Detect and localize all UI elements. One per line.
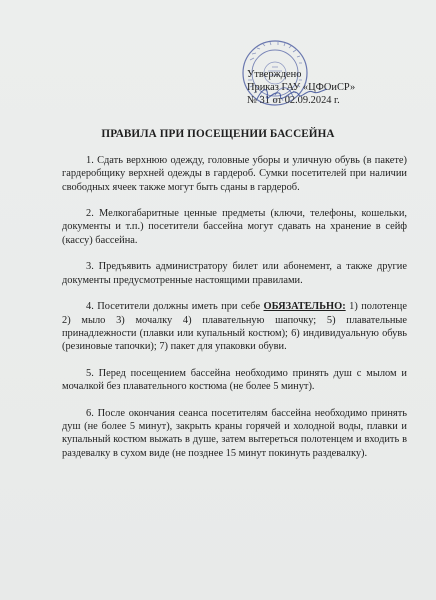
rule-text: Предъявить администратору билет или абонемент, а также другие документы предусмотренные настоящими правилами. (62, 261, 407, 286)
document-title: ПРАВИЛА ПРИ ПОСЕЩЕНИИ БАССЕЙНА (101, 128, 335, 140)
rule-items-list: 1) полотенце 2) мыло 3) мочалку 4) плавательную шапочку; 5) плавательные принадлежности (плавки или купальный костюм); 6) индивидуальную обувь (резиновые тапочки); 7) пакет для упаковки обуви. (62, 301, 407, 353)
rule-number: 6. (86, 407, 94, 419)
rule-item (62, 207, 407, 247)
approval-order: Приказ ГАУ «ЦФОиСР» (247, 82, 356, 94)
rule-number: 1. (86, 155, 94, 166)
rule-text: Перед посещением бассейна необходимо принять душ с мылом и мочалкой без плавательного костюма (не более 5 минут). (62, 367, 407, 393)
rule-number: 5. (86, 367, 94, 379)
rule-number: 3. (86, 261, 94, 273)
rules-list (62, 154, 407, 460)
rule-item (62, 367, 407, 394)
rule-item (62, 154, 407, 194)
rule-item (62, 407, 407, 460)
rule-number: 2. (86, 208, 94, 220)
rule-item (62, 300, 407, 353)
rule-text: Сдать верхнюю одежду, головные уборы и уличную обувь (в пакете) гардеробщику верхней одежды в гардероб. Сумки посетителей при наличии свободных ячеек также могут быть сданы в гардероб. (62, 155, 407, 193)
rule-number: 4. (86, 301, 94, 313)
required-emphasis: ОБЯЗАТЕЛЬНО: (263, 301, 346, 313)
handwritten-signature (255, 83, 335, 105)
rule-text: После окончания сеанса посетителям бассейна необходимо принять душ (не более 5 минут), закрыть краны горячей и холодной воды, плавки и купальный костюм выжать в душе, затем вытереться полотенцем и входить в раздевалку в сухом виде (не позднее 15 минут покинуть раздевалку). (62, 407, 407, 459)
rule-text: Мелкогабаритные ценные предметы (ключи, телефоны, кошельки, документы и т.п.) посетители бассейна могут сдавать на хранение в сейф (кассу) бассейна. (62, 208, 407, 246)
approval-number-date: № 31 от 02.09.2024 г. (247, 95, 340, 107)
rule-item (62, 260, 407, 287)
rule-text: Посетители должны иметь при себе (97, 301, 261, 313)
approval-label: Утверждено (247, 69, 302, 80)
